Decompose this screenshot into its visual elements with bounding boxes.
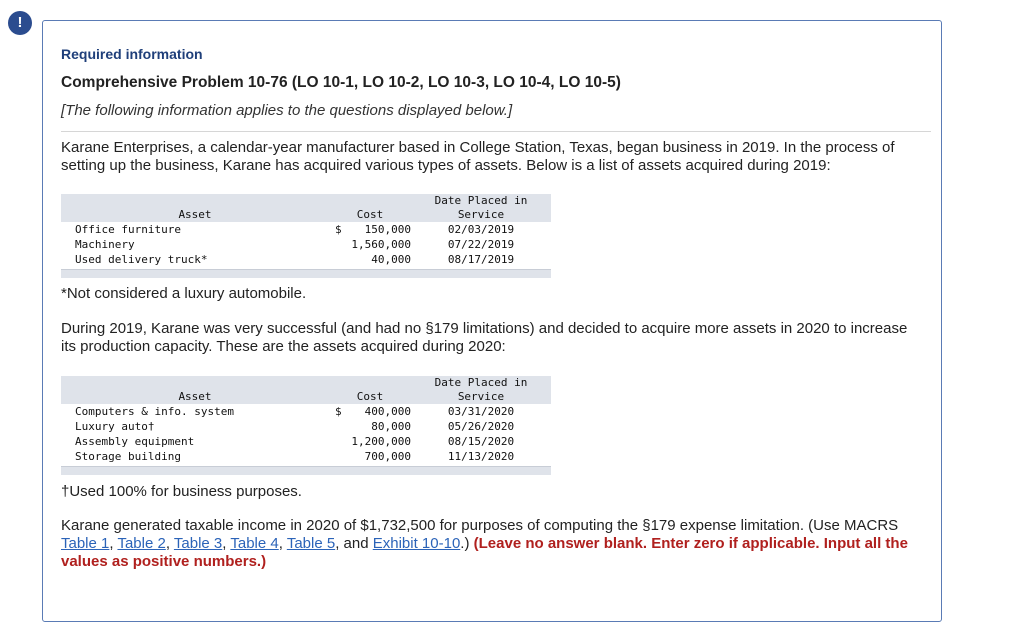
table-row	[61, 237, 551, 252]
date-cell: 03/31/2020	[447, 405, 515, 418]
asset-cell: Assembly equipment	[75, 435, 195, 448]
asset-cell: Machinery	[75, 238, 135, 251]
alert-icon: !	[8, 11, 32, 35]
final-text: Karane generated taxable income in 2020 of $1,732,500 for purposes of computing the §179 expense limitation. (Use MACRS	[61, 517, 899, 534]
date-cell: 08/15/2020	[447, 435, 515, 448]
date-header-line2: Service	[411, 208, 551, 222]
cost-cell: 40,000	[371, 253, 411, 266]
asset-cell: Computers & info. system	[75, 405, 234, 418]
link-table-4[interactable]: Table 4	[230, 535, 279, 552]
warning-text: (Leave no answer blank. Enter zero if applicable. Input all the values as positive numbers.)	[61, 535, 908, 570]
date-cell: 11/13/2020	[447, 450, 515, 463]
cost-cell: 1,560,000	[351, 238, 411, 251]
required-heading: Required information	[61, 46, 203, 62]
table-row	[61, 434, 551, 449]
link-exhibit-10-10[interactable]: Exhibit 10-10	[372, 535, 461, 552]
final-paragraph: Karane generated taxable income in 2020 of $1,732,500 for purposes of computing the §179 expense limitation. (Use MACRS Table 1, Table 2, Table 3, Table 4, Table 5, and Exhibit 10-10.) (Leave no answer blank. Enter zero if applicable. Input all the values as positive numbers.)	[61, 517, 908, 570]
table-row	[61, 252, 551, 267]
table-footer-bar	[61, 269, 551, 278]
link-table-5[interactable]: Table 5	[286, 535, 336, 552]
cost-cell: 700,000	[364, 450, 411, 463]
cost-header: Cost	[329, 208, 411, 222]
cost-header: Cost	[329, 390, 411, 404]
date-cell: 05/26/2020	[447, 420, 515, 433]
asset-cell: Used delivery truck*	[75, 253, 208, 266]
link-table-2[interactable]: Table 2	[117, 535, 166, 552]
assets-2019-table	[61, 194, 551, 278]
footnote-2020: †Used 100% for business purposes.	[61, 483, 302, 500]
asset-header: Asset	[61, 208, 329, 222]
asset-header: Asset	[61, 390, 329, 404]
date-header-line1: Date Placed in	[411, 194, 551, 208]
cost-cell: 80,000	[371, 420, 411, 433]
cost-cell: 400,000	[364, 405, 411, 418]
asset-cell: Luxury auto†	[75, 420, 155, 433]
close-text: .)	[460, 535, 470, 552]
applies-note: [The following information applies to the questions displayed below.]	[61, 102, 513, 119]
asset-cell: Storage building	[75, 450, 181, 463]
cost-cell: 1,200,000	[351, 435, 411, 448]
table-footer-bar	[61, 466, 551, 475]
table-row	[61, 404, 551, 419]
dollar-sign: $	[335, 223, 342, 236]
table-row	[61, 449, 551, 464]
and-text: and	[343, 535, 369, 552]
footnote-2019: *Not considered a luxury automobile.	[61, 285, 307, 302]
cost-cell: 150,000	[364, 223, 411, 236]
dollar-sign: $	[335, 405, 342, 418]
link-table-3[interactable]: Table 3	[173, 535, 223, 552]
table-row	[61, 222, 551, 237]
asset-cell: Office furniture	[75, 223, 181, 236]
date-cell: 02/03/2019	[447, 223, 515, 236]
problem-title: Comprehensive Problem 10-76 (LO 10-1, LO 10-2, LO 10-3, LO 10-4, LO 10-5)	[61, 74, 621, 91]
intro-paragraph: Karane Enterprises, a calendar-year manufacturer based in College Station, Texas, began business in 2019. In the process of setting up the business, Karane has acquired various types of assets. Below is a list of assets acquired during 2019:	[61, 139, 895, 174]
date-header-line1: Date Placed in	[411, 376, 551, 390]
paragraph-2020: During 2019, Karane was very successful (and had no §179 limitations) and decided to acquire more assets in 2020 to increase its production capacity. These are the assets acquired during 2020:	[61, 320, 908, 355]
info-card	[42, 20, 942, 622]
table-row	[61, 419, 551, 434]
date-cell: 08/17/2019	[447, 253, 515, 266]
link-table-1[interactable]: Table 1	[61, 535, 110, 552]
divider	[61, 131, 931, 132]
assets-2020-table	[61, 376, 551, 475]
date-cell: 07/22/2019	[447, 238, 515, 251]
date-header-line2: Service	[411, 390, 551, 404]
